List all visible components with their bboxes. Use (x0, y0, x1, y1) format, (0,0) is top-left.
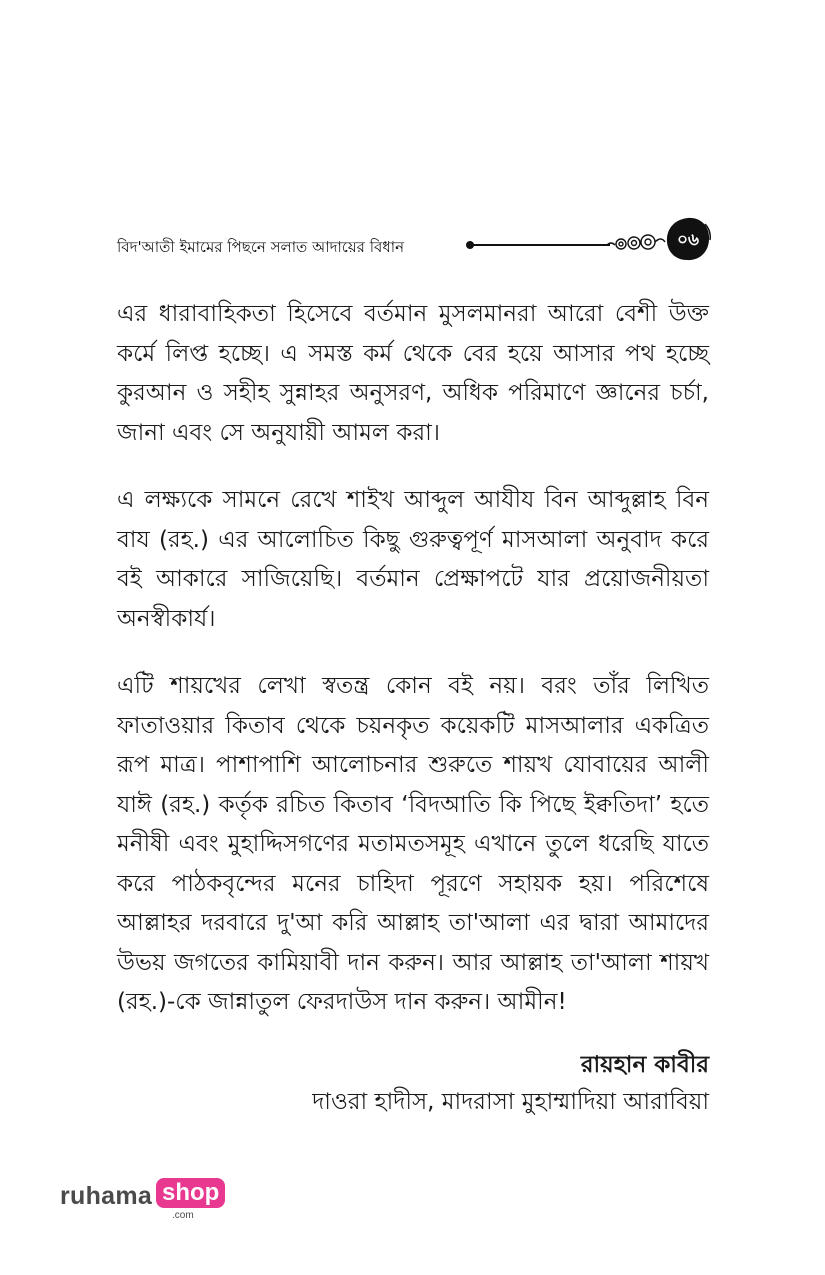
paragraph-3: এটি শায়খের লেখা স্বতন্ত্র কোন বই নয়। বরং তাঁর লিখিত ফাতাওয়ার কিতাব থেকে চয়নকৃত কয়েকটি মাসআলার একত্রিত রূপ মাত্র। পাশাপাশি আলোচনার শুরুতে শায়খ যোবায়ের আলী যাঈ (রহ.) কর্তৃক রচিত কিতাব ‘বিদআতি কি পিছে ইক্বতিদা’ হতে মনীষী এবং মুহাদ্দিসগণের মতামতসমূহ এখানে তুলে ধরেছি যাতে করে পাঠকবৃন্দের মনের চাহিদা পূরণে সহায়ক হয়। পরিশেষে আল্লাহর দরবারে দু'আ করি আল্লাহ তা'আলা এর দ্বারা আমাদের উভয় জগতের কামিয়াবী দান করুন। আর আল্লাহ তা'আলা শায়খ (রহ.)-কে জান্নাতুল ফেরদাউস দান করুন। আমীন! (117, 673, 709, 1015)
ruhamashop-watermark-logo (60, 1178, 230, 1228)
body-text (117, 295, 709, 1051)
page-number: ০৬ (676, 230, 700, 250)
signature-block (312, 1047, 709, 1121)
swirl-ornament-icon (605, 228, 667, 258)
running-head-title: বিদ'আতী ইমামের পিছনে সলাত আদায়ের বিধান (117, 238, 405, 256)
paragraph-2: এ লক্ষ্যকে সামনে রেখে শাইখ আব্দুল আযীয বিন আব্দুল্লাহ বিন বায (রহ.) এর আলোচিত কিছু গুরুত্বপূর্ণ মাসআলা অনুবাদ করে বই আকারে সাজিয়েছি। বর্তমান প্রেক্ষাপটে যার প্রয়োজনীয়তা অনস্বীকার্য। (117, 487, 709, 632)
author-affiliation: দাওরা হাদীস, মাদরাসা মুহাম্মাদিয়া আরাবিয়া (312, 1089, 709, 1115)
header-rule (470, 244, 610, 246)
running-header (117, 228, 717, 278)
author-name: রায়হান কাবীর (580, 1052, 709, 1078)
watermark-brand-right: shop (156, 1178, 225, 1208)
watermark-suffix: .com (172, 1210, 194, 1221)
watermark-brand-left: ruhama (60, 1182, 153, 1210)
paragraph-1: এর ধারাবাহিকতা হিসেবে বর্তমান মুসলমানরা আরো বেশী উক্ত কর্মে লিপ্ত হচ্ছে। এ সমস্ত কর্ম থেকে বের হয়ে আসার পথ হচ্ছে কুরআন ও সহীহ সুন্নাহর অনুসরণ, অধিক পরিমাণে জ্ঞানের চর্চা, জানা এবং সে অনুযায়ী আমল করা। (117, 301, 709, 446)
